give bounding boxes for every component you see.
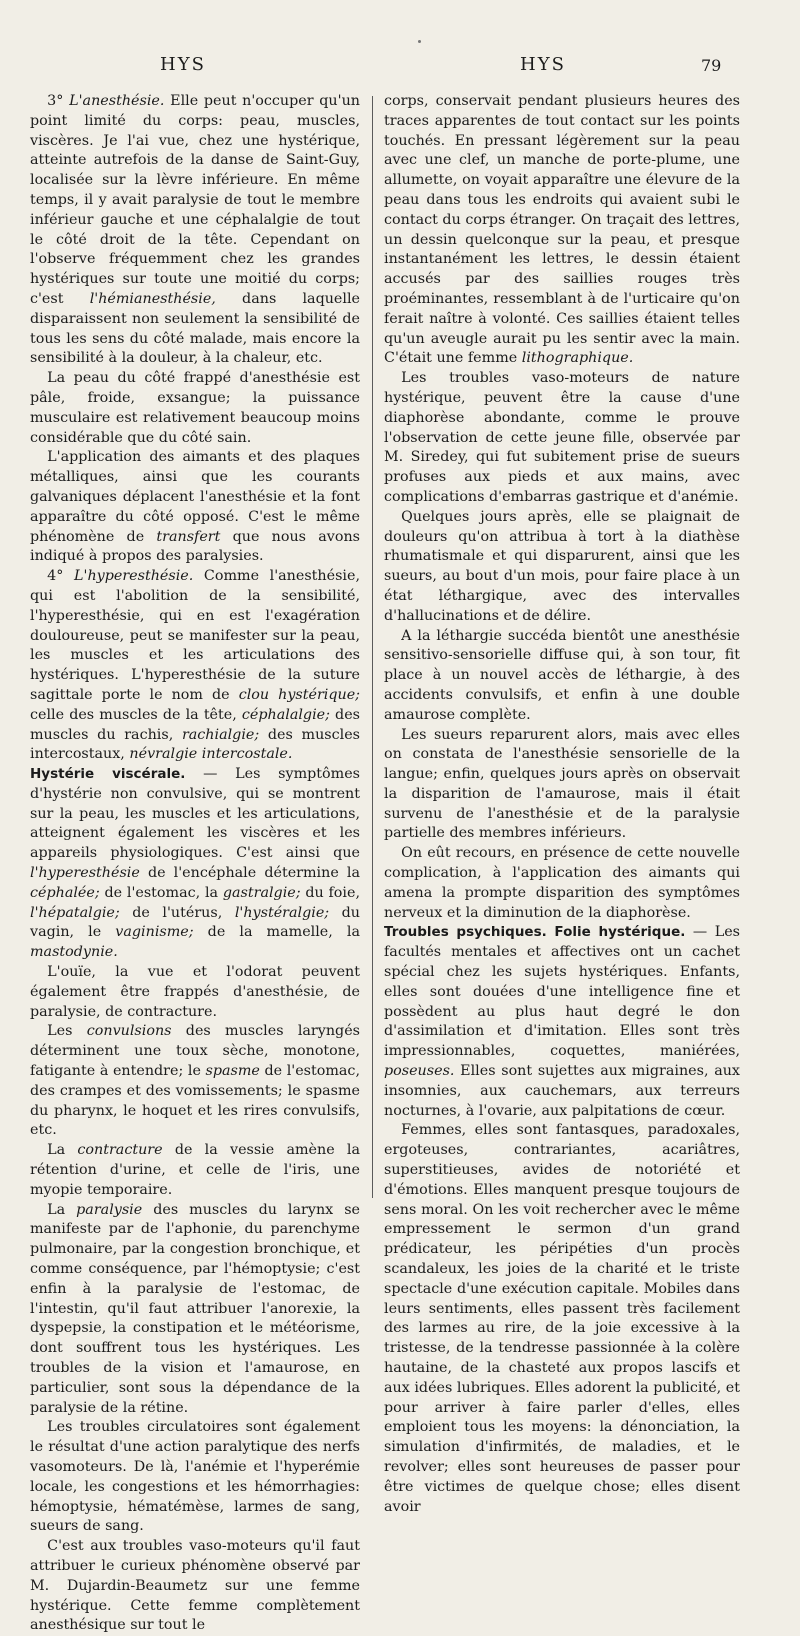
paragraph: A la léthargie succéda bientôt une anesthésie sensitivo-sensorielle diffuse qui, à son tour, fit place à un nouvel accès de léthargie, à des accidents convulsifs, et enfin à une double amaurose complète. [384,627,740,723]
paragraph: Quelques jours après, elle se plaignait de douleurs qu'on attribua à tort à la diathèse rhumatismale et qui disparurent, ainsi que les sueurs, au bout d'un mois, pour faire place à un état léthargique, avec des intervalles d'hallucinations et de délire. [384,508,740,624]
paragraph: Les troubles vaso-moteurs de nature hystérique, peuvent être la cause d'une diaphorèse abondante, comme le prouve l'observation de cette jeune fille, observée par M. Siredey, qui fut subitement prise de sueurs profuses aux pieds et aux mains, avec complications d'embarras gastrique et d'anémie. [384,370,740,505]
section-paragraph: Hystérie viscérale. — Les symptômes d'hystérie non convulsive, qui se montrent sur la peau, les muscles et les articulations, atteignent également les viscères et les appareils physiologiques. C'est ainsi que l'hyperesthésie de l'encéphale détermine la céphalée; de l'estomac, la gastralgie; du foie, l'hépatalgie; de l'utérus, l'hystéralgie; du vagin, le vaginisme; de la mamelle, la mastodynie. [30,766,361,961]
paragraph: corps, conservait pendant plusieurs heures des traces apparentes de tout contact sur les points touchés. En pressant légèrement sur la peau avec une clef, un manche de porte-plume, une allumette, on voyait apparaître une élevure de la peau dans tous les endroits qui avaient subi le contact du corps étranger. On traçait des lettres, un dessin quelconque sur la peau, et presque instantanément les lettres, le dessin étaient accusés par des saillies rouges très proéminantes, ressemblant à de l'urticaire qu'on ferait naître à volonté. Ces saillies étaient telles qu'un aveugle aurait pu les sentir avec la main. C'était une femme lithographique. [384,93,740,367]
section-paragraph: Troubles psychiques. Folie hystérique. — Les facultés mentales et affectives ont un cachet spécial chez les sujets hystériques. Enfants, elles sont douées d'une intelligence fine et possèdent au plus haut degré le don d'assimilation et d'imitation. Elles sont très impressionnables, coquettes, maniérées, poseuses. Elles sont sujettes aux migraines, aux insomnies, aux cauchemars, aux terreurs nocturnes, à l'ovarie, aux palpitations de cœur. [384,924,740,1119]
paragraph: La contracture de la vessie amène la rétention d'urine, et celle de l'iris, une myopie temporaire. [30,1142,361,1198]
page-header [0,54,800,80]
section-heading: Troubles psychiques. Folie hystérique. [384,924,686,941]
paragraph: On eût recours, en présence de cette nouvelle complication, à l'application des aimants qui amena la prompte disparition des symptômes nerveux et la diminution de la diaphorèse. [384,845,740,921]
paragraph: La paralysie des muscles du larynx se manifeste par de l'aphonie, du parenchyme pulmonaire, par la congestion bronchique, et comme conséquence, par l'hémoptysie; c'est enfin à la paralysie de l'estomac, de l'intestin, qu'il faut attribuer l'anorexie, la dyspepsie, la constipation et le météorisme, dont souffrent tous les hystériques. Les troubles de la vision et l'amaurose, en particulier, sont sous la dépendance de la paralysie de la rétine. [30,1201,360,1416]
paragraph: Les convulsions des muscles laryngés déterminent une toux sèche, monotone, fatigante à entendre; le spasme de l'estomac, des crampes et des vomissements; le spasme du pharynx, le hoquet et les rires convulsifs, etc. [30,1023,360,1139]
paragraph: Les troubles circulatoires sont également le résultat d'une action paralytique des nerfs vasomoteurs. De là, l'anémie et l'hyperémie locale, les congestions et les hémorrhagies: hémoptysie, hématémèse, larmes de sang, sueurs de sang. [30,1419,360,1535]
paragraph: 4° L'hyperesthésie. Comme l'anesthésie, qui est l'abolition de la sensibilité, l'hyperesthésie, qui en est l'exagération douloureuse, peut se manifester sur la peau, les muscles et les articulations des hystériques. L'hyperesthésie de la suture sagittale porte le nom de clou hystérique; celle des muscles de la tête, céphalalgie; des muscles du rachis, rachialgie; des muscles intercostaux, névralgie intercostale. [30,568,361,763]
section-heading: Hystérie viscérale. [30,766,186,783]
paragraph: C'est aux troubles vaso-moteurs qu'il faut attribuer le curieux phénomène observé par M. Dujardin-Beaumetz sur une femme hystérique. Cette femme complètement anesthésique sur tout le [30,1538,360,1634]
paragraph: L'application des aimants et des plaques métalliques, ainsi que les courants galvaniques déplacent l'anesthésie et la font apparaître du côté opposé. C'est le même phénomène de transfert que nous avons indiqué à propos des paralysies. [30,449,360,565]
print-speck [418,40,421,43]
page-number: 79 [701,56,722,75]
left-column [30,92,360,1636]
paragraph: Les sueurs reparurent alors, mais avec elles on constata de l'anesthésie sensorielle de la langue; enfin, quelques jours après on observait la disparition de l'amaurose, mais il était survenu de l'anesthésie et de la paralysie partielle des membres inférieurs. [384,726,740,842]
column-divider [372,96,373,1198]
running-head-right: HYS [520,54,566,75]
running-head-left: HYS [160,54,206,75]
paragraph: Femmes, elles sont fantasques, paradoxales, ergoteuses, contrariantes, acariâtres, superstitieuses, avides de notoriété et d'émotions. Elles manquent presque toujours de sens moral. On les voit rechercher avec le même empressement le sermon d'un grand prédicateur, les péripéties d'un procès scandaleux, les joies de la charité et le triste spectacle d'une exécution capitale. Mobiles dans leurs sentiments, elles passent très facilement des larmes au rire, de la joie excessive à la tristesse, de la tendresse passionnée à la colère hautaine, de la chasteté aux propos lascifs et aux idées lubriques. Elles adorent la publicité, et pour arriver à faire parler d'elles, elles emploient tous les moyens: la dénonciation, la simulation d'infirmités, de maladies, et le revolver; elles sont heureuses de passer pour être victimes de quelque chose; elles disent avoir [384,1122,740,1515]
paragraph: 3° L'anesthésie. Elle peut n'occuper qu'un point limité du corps: peau, muscles, viscères. Je l'ai vue, chez une hystérique, atteinte autrefois de la danse de Saint-Guy, localisée sur la lèvre inférieure. En même temps, il y avait paralysie de tout le membre inférieur gauche et une céphalalgie de tout le côté droit de la tête. Cependant on l'observe fréquemment chez les grandes hystériques sur toute une moitié du corps; c'est l'hémianesthésie, dans laquelle disparaissent non seulement la sensibilité de tous les sens du côté malade, mais encore la sensibilité à la douleur, à la chaleur, etc. [30,93,360,367]
paragraph: L'ouïe, la vue et l'odorat peuvent également être frappés d'anesthésie, de paralysie, de contracture. [30,964,360,1020]
right-column [384,92,740,1517]
paragraph: La peau du côté frappé d'anesthésie est pâle, froide, exsangue; la puissance musculaire est relativement beaucoup moins considérable que du côté sain. [30,370,360,446]
